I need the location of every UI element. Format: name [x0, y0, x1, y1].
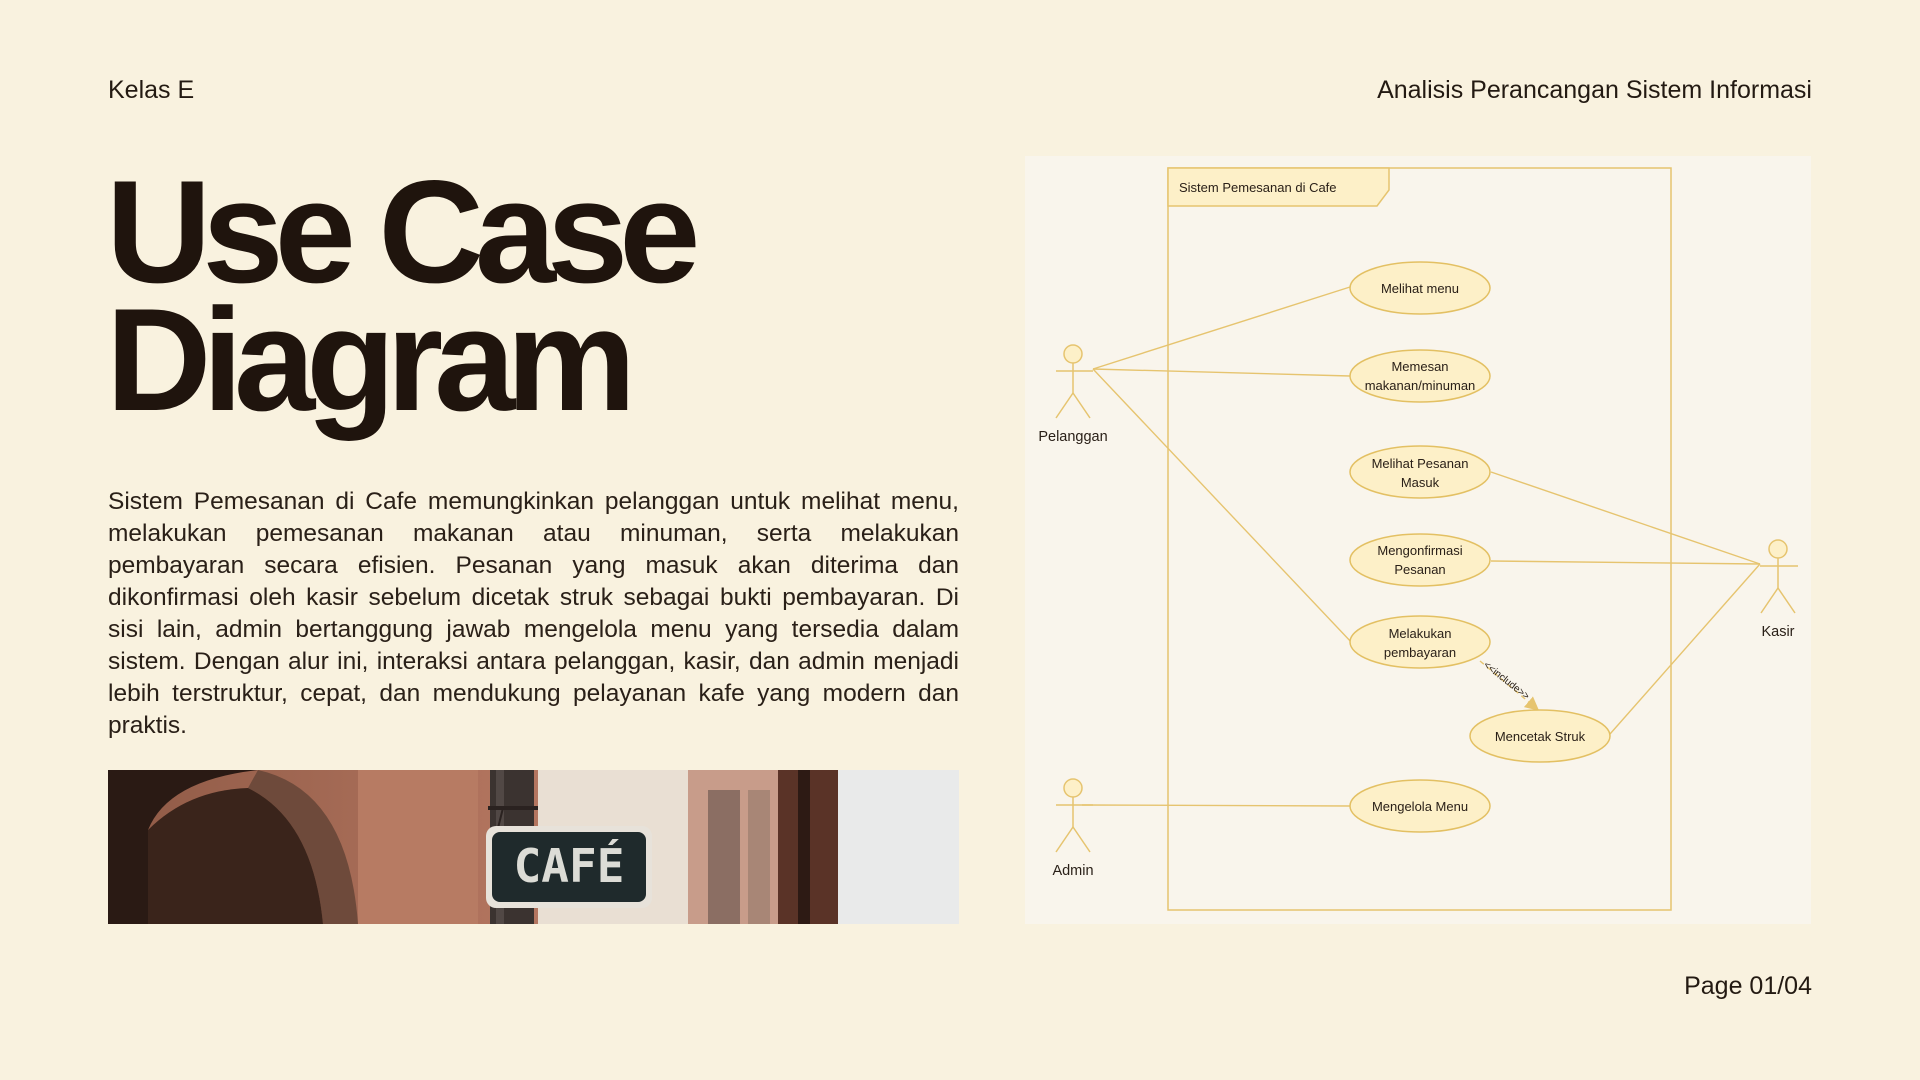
svg-text:Melakukan: Melakukan — [1388, 626, 1452, 641]
svg-text:Mengelola Menu: Mengelola Menu — [1371, 799, 1469, 814]
use-case-mengelola-menu — [1350, 780, 1490, 832]
page-title — [106, 150, 692, 441]
cafe-photo — [108, 770, 959, 924]
svg-text:Melihat menu: Melihat menu — [1380, 281, 1460, 296]
actor-kasir — [1760, 540, 1798, 613]
system-label: Sistem Pemesanan di Cafe — [1179, 180, 1337, 195]
description-paragraph: Sistem Pemesanan di Cafe memungkinkan pelanggan untuk melihat menu, melakukan pemesanan makanan atau minuman, serta melakukan pembayaran secara efisien. Pesanan yang masuk akan diterima dan dikonfirmasi oleh kasir sebelum dicetak struk sebagai bukti pembayaran. Di sisi lain, admin bertanggung jawab mengelola menu yang tersedia dalam sistem. Dengan alur ini, interaksi antara pelanggan, kasir, dan admin menjadi lebih terstruktur, cepat, dan mendukung pelayanan kafe yang modern dan praktis. — [108, 488, 959, 739]
course-title: Analisis Perancangan Sistem Informasi — [1377, 76, 1812, 104]
use-case-diagram — [1025, 156, 1811, 924]
actor-pelanggan-label: Pelanggan — [1038, 429, 1108, 445]
svg-text:Melihat Pesanan: Melihat Pesanan — [1371, 456, 1469, 471]
use-case-melakukan-pembayaran — [1350, 616, 1490, 668]
svg-text:Memesan: Memesan — [1391, 359, 1449, 374]
actor-pelanggan — [1056, 345, 1093, 418]
use-case-mengonfirmasi — [1350, 534, 1490, 586]
actor-admin — [1056, 779, 1093, 852]
use-case-melihat-pesanan — [1350, 446, 1490, 498]
cafe-sign-text: CAFÉ — [513, 839, 625, 893]
svg-text:makanan/minuman: makanan/minuman — [1364, 378, 1476, 393]
class-label: Kelas E — [108, 76, 195, 104]
title-line-1: Use Case — [106, 150, 692, 313]
svg-text:Mencetak Struk: Mencetak Struk — [1494, 729, 1586, 744]
use-case-melihat-menu — [1350, 262, 1490, 314]
svg-text:Masuk: Masuk — [1400, 475, 1440, 490]
use-case-memesan — [1350, 350, 1490, 402]
svg-text:Pesanan: Pesanan — [1394, 562, 1446, 577]
actor-admin-label: Admin — [1052, 863, 1094, 879]
svg-text:pembayaran: pembayaran — [1383, 645, 1457, 660]
svg-text:Mengonfirmasi: Mengonfirmasi — [1377, 543, 1463, 558]
page-number: Page 01/04 — [1684, 972, 1812, 1000]
actor-kasir-label: Kasir — [1761, 624, 1795, 640]
include-label: <<include>> — [1481, 659, 1532, 703]
title-line-2: Diagram — [106, 278, 628, 441]
use-case-mencetak-struk — [1470, 710, 1610, 762]
